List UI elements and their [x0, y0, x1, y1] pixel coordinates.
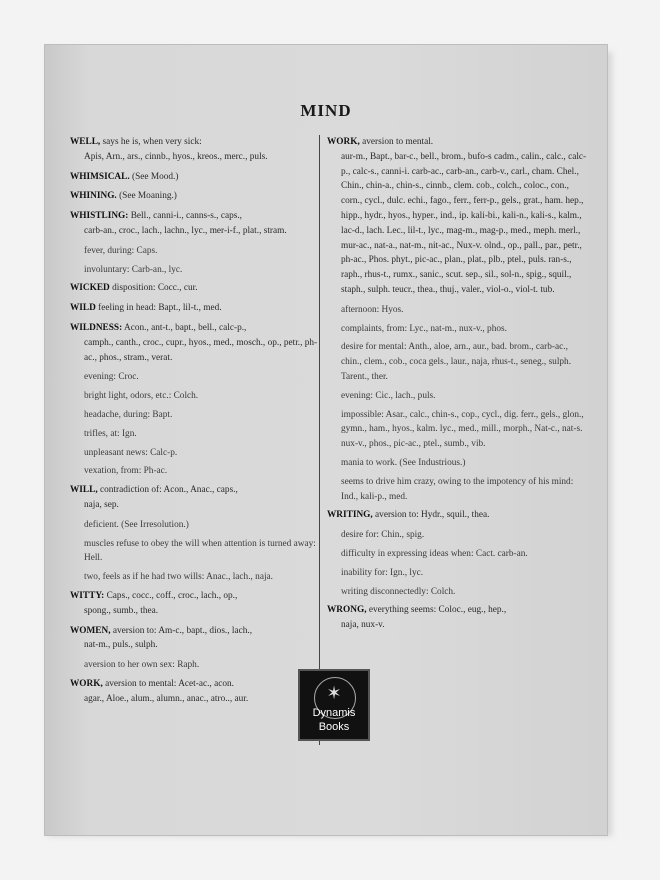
- entry-rubric: Bell., canni-i., canns-s., caps.,: [128, 211, 242, 222]
- entry-main: [70, 189, 318, 204]
- page-heading: MIND: [300, 101, 352, 120]
- sub-entry: involuntary: Carb-an., lyc.: [84, 264, 183, 275]
- entry: [327, 603, 589, 633]
- sub-entry: inability for: Ign., lyc.: [341, 567, 424, 578]
- entry-rubric: Caps., cocc., coff., croc., lach., op.,: [104, 590, 238, 601]
- entry-remedies: aur-m., Bapt., bar-c., bell., brom., bufo-s cadm., calin., calc., calc-p., calc-s., canni-i. carb-ac., carb-an., carb-v., carl., cham. Chel., Chin., chin-a., chin-s., cinnb., clem. cob., colch., coloc., con., corn., cycl., dulc. echi., fago., ferr., ferr-p., gels., grat., ham. hep., hipp., hydr., hyos., hyper., ind., ip. kali-bi., kali-n., kali-s., kalm., lac-d., lach. Lec., lil-t., lyc., mag-m., mag-p., med., meph. merl., mur-ac., nat-a., nat-m., nit-ac., Nux-v. olnd., op., pall., par., petr., ph-ac., Phos. phyt., pic-ac., plan., plat., plb., ptel., puls. ran-s., raph., rhus-t., rumx., sanic., scut. sep., sil., sol-n., spig., squil., staph., sulph. teucr., thea., thuj., valer., viol-o., viol-t. tub.: [341, 151, 587, 295]
- entry-word: WRONG,: [327, 605, 367, 616]
- entry: [70, 301, 318, 316]
- sub-entry: desire for mental: Anth., aloe, arn., aur., bad. brom., carb-ac., chin., clem., cob., coca gels., laur., naja, rhus-t., seneg., sulph. Tarent., ther.: [341, 342, 572, 382]
- sub-entry: afternoon: Hyos.: [341, 304, 404, 315]
- sub-entry: bright light, odors, etc.: Colch.: [84, 391, 199, 402]
- entry: [70, 189, 318, 204]
- sub-entry: evening: Cic., lach., puls.: [341, 390, 436, 401]
- left-column: [70, 135, 318, 712]
- entry-word: WRITING,: [327, 510, 373, 521]
- entry-rubric: aversion to mental.: [359, 137, 434, 147]
- entry-main: [70, 483, 318, 498]
- entry-word: WORK,: [327, 137, 360, 147]
- entry-rubric: disposition: Cocc., cur.: [109, 283, 198, 294]
- entry-word: WILDNESS:: [70, 322, 123, 333]
- sub-entry: headache, during: Bapt.: [84, 409, 173, 420]
- entry-remedies: carb-an., croc., lach., lachn., lyc., mer-i-f., plat., stram.: [84, 225, 287, 236]
- entry-remedies: camph., canth., croc., cupr., hyos., med., mosch., op., petr., ph-ac., phos., stram., verat.: [84, 337, 318, 363]
- entry-remedies: Apis, Arn., ars., cinnb., hyos., kreos., merc., puls.: [84, 151, 268, 162]
- sub-entry: muscles refuse to obey the will when attention is turned away: Hell.: [84, 538, 316, 564]
- entry-word: WHINING.: [70, 191, 117, 202]
- entry-main: [70, 170, 318, 185]
- right-column: [327, 135, 589, 638]
- entry-word: WICKED: [70, 283, 110, 294]
- sub-entry: two, feels as if he had two wills: Anac., lach., naja.: [84, 572, 273, 583]
- entry-rubric: aversion to: Am-c., bapt., dios., lach.,: [110, 625, 253, 636]
- entry-main: [327, 135, 589, 150]
- entry: [70, 281, 318, 296]
- sub-entry: fever, during: Caps.: [84, 245, 158, 256]
- entry-main: [70, 301, 318, 316]
- entry-main: [70, 624, 318, 639]
- entry-word: WITTY:: [70, 590, 105, 601]
- sub-entry: aversion to her own sex: Raph.: [84, 660, 200, 671]
- entry-remedies: naja, sep.: [84, 499, 119, 510]
- entry-remedies: nat-m., puls., sulph.: [84, 640, 158, 651]
- entry-main: [70, 321, 318, 336]
- logo-text-1: Dynamis: [312, 707, 356, 719]
- sub-entry: complaints, from: Lyc., nat-m., nux-v., phos.: [341, 323, 507, 334]
- entry-main: [327, 603, 589, 618]
- publisher-logo: [298, 669, 370, 741]
- entry-rubric: says he is, when very sick:: [100, 137, 202, 147]
- entry: [70, 624, 318, 654]
- entry-word: WELL,: [70, 137, 101, 147]
- entry: [70, 321, 318, 365]
- entry-rubric: feeling in head: Bapt., lil-t., med.: [95, 303, 222, 314]
- entry-remedies: agar., Aloe., alum., alumn., anac., atro.., aur.: [84, 693, 249, 704]
- entry-remedies: spong., sumb., thea.: [84, 605, 159, 616]
- entry: [327, 508, 589, 523]
- entry-main: [70, 589, 318, 604]
- entry-word: WILD: [70, 303, 96, 314]
- sub-entry: seems to drive him crazy, owing to the impotency of his mind: Ind., kali-p., med.: [341, 476, 574, 502]
- book-cover: [44, 44, 608, 836]
- entry-rubric: Acon., ant-t., bapt., bell., calc-p.,: [122, 322, 247, 333]
- sub-entry: trifles, at: Ign.: [84, 428, 137, 439]
- entry-rubric: aversion to mental: Acet-ac., acon.: [102, 678, 234, 689]
- entry-word: WOMEN,: [70, 625, 111, 636]
- entry-main: [70, 209, 318, 224]
- sub-entry: vexation, from: Ph-ac.: [84, 466, 168, 477]
- sub-entry: writing disconnectedly: Colch.: [341, 586, 456, 597]
- logo-text-2: Books: [318, 721, 350, 733]
- entry-remedies: naja, nux-v.: [341, 620, 385, 631]
- entry-word: WHISTLING:: [70, 211, 129, 222]
- entry-rubric: aversion to: Hydr., squil., thea.: [372, 510, 490, 521]
- entry-rubric: (See Moaning.): [116, 191, 177, 202]
- entry: [70, 135, 318, 165]
- entry-word: WORK,: [70, 678, 103, 689]
- entry: [70, 589, 318, 619]
- entry: [327, 135, 589, 298]
- entry-rubric: everything seems: Coloc., eug., hep.,: [366, 605, 507, 616]
- sub-entry: evening: Croc.: [84, 372, 139, 383]
- entry: [70, 483, 318, 513]
- entry-word: WILL,: [70, 485, 98, 496]
- entry-main: [70, 677, 318, 692]
- entry-main: [70, 281, 318, 296]
- sub-entry: desire for: Chin., spig.: [341, 530, 425, 541]
- entry-main: [70, 135, 318, 150]
- entry-rubric: (See Mood.): [129, 171, 179, 182]
- column-divider: [319, 135, 320, 745]
- entry: [70, 209, 318, 239]
- sub-entry: deficient. (See Irresolution.): [84, 519, 189, 530]
- sub-entry: difficulty in expressing ideas when: Cact. carb-an.: [341, 548, 528, 559]
- sub-entry: mania to work. (See Industrious.): [341, 457, 466, 468]
- sub-entry: unpleasant news: Calc-p.: [84, 447, 178, 458]
- entry-word: WHIMSICAL.: [70, 171, 130, 182]
- entry: [70, 170, 318, 185]
- entry-rubric: contradiction of: Acon., Anac., caps.,: [97, 485, 238, 496]
- star-icon: ✶: [326, 683, 342, 704]
- entry-main: [327, 508, 589, 523]
- entry: [70, 677, 318, 707]
- sub-entry: impossible: Asar., calc., chin-s., cop., cycl., dig. ferr., gels., glon., gymn., ham., hyos., kalm. lyc., med., mill., morph., Nat-c., nat-s. nux-v., phos., pic-ac., ptel., sumb., vib.: [341, 409, 584, 450]
